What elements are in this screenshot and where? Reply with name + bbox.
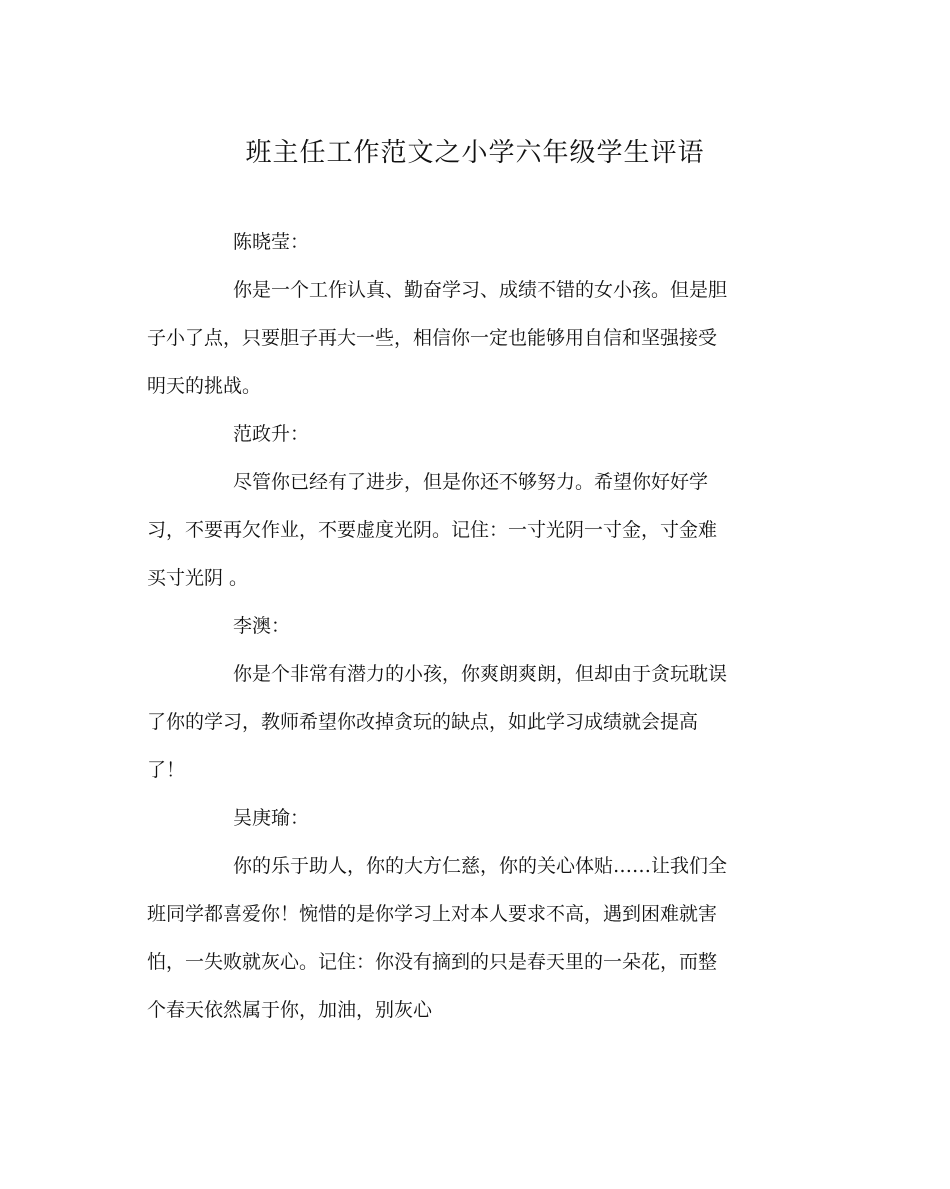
entry [147,218,799,410]
comment-line: 子小了点，只要胆子再大一些，相信你一定也能够用自信和坚强接受 [147,327,718,349]
comment-line: 怕，一失败就灰心。记住：你没有摘到的只是春天里的一朵花，而整 [147,951,718,973]
student-name: 陈晓莹： [233,231,310,253]
comment-line: 个春天依然属于你，加油，别灰心 [147,999,433,1021]
comment-line: 你是一个工作认真、勤奋学习、成绩不错的女小孩。但是胆 [233,279,728,301]
comment-line: 买寸光阴 。 [147,567,249,589]
comment-paragraph [147,650,799,794]
entry [147,410,799,602]
comment-line: 你的乐于助人，你的大方仁慈，你的关心体贴……让我们全 [233,855,728,877]
entry [147,794,799,1034]
comment-line: 尽管你已经有了进步，但是你还不够努力。希望你好好学 [233,471,709,493]
comments-body [147,218,799,1034]
comment-line: 了！ [147,759,186,781]
comment-paragraph [147,458,799,602]
student-name: 吴庚瑜： [233,807,310,829]
comment-paragraph [147,266,799,410]
entry [147,602,799,794]
comment-line: 班同学都喜爱你！惋惜的是你学习上对本人要求不高，遇到困难就害 [147,903,718,925]
comment-line: 了你的学习，教师希望你改掉贪玩的缺点，如此学习成绩就会提高 [147,711,699,733]
page-title: 班主任工作范文之小学六年级学生评语 [245,138,705,168]
comment-line: 你是个非常有潜力的小孩，你爽朗爽朗，但却由于贪玩耽误 [233,663,728,685]
comment-line: 明天的挑战。 [147,375,262,397]
comment-paragraph [147,842,799,1034]
comment-line: 习，不要再欠作业，不要虚度光阴。记住：一寸光阴一寸金，寸金难 [147,519,718,541]
student-name: 范政升： [233,423,310,445]
student-name: 李澳： [233,615,291,637]
